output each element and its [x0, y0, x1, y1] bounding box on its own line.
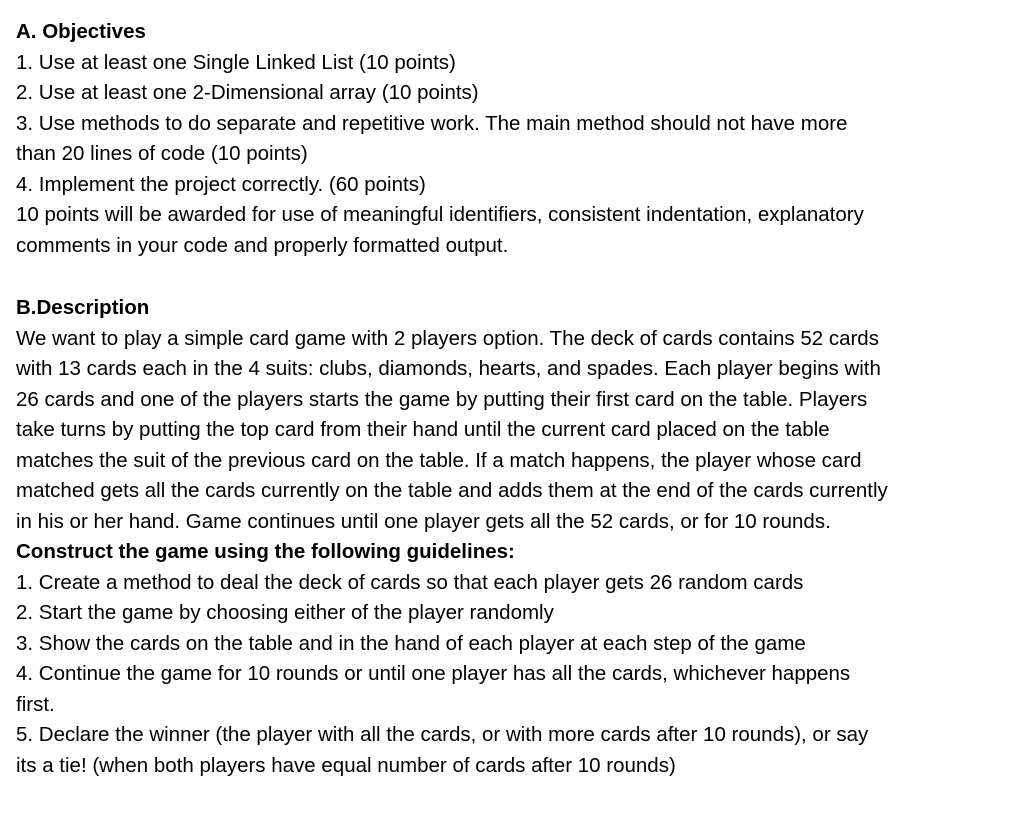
guideline-line-5: first. — [16, 692, 55, 716]
description-line-6: matched gets all the cards currently on the table and adds them at the end of the cards currently — [16, 479, 888, 502]
guideline-line-6: 5. Declare the winner (the player with all the cards, or with more cards after 10 rounds), or say — [16, 723, 869, 746]
objective-line-2: 2. Use at least one 2-Dimensional array (10 points) — [16, 81, 479, 104]
objective-line-6: 10 points will be awarded for use of meaningful identifiers, consistent indentation, explanatory — [16, 203, 864, 226]
description-line-1: We want to play a simple card game with 2 players option. The deck of cards contains 52 cards — [16, 326, 879, 350]
description-line-5: matches the suit of the previous card on the table. If a match happens, the player whose card — [16, 448, 862, 472]
guideline-line-1: 1. Create a method to deal the deck of cards so that each player gets 26 random cards — [16, 570, 804, 594]
document-body — [16, 17, 1010, 781]
objective-line-1: 1. Use at least one Single Linked List (10 points) — [16, 50, 456, 74]
section-spacer — [16, 261, 1010, 293]
section-b-heading: B.Description — [16, 296, 150, 319]
guideline-line-3: 3. Show the cards on the table and in the hand of each player at each step of the game — [16, 631, 806, 655]
objective-line-5: 4. Implement the project correctly. (60 points) — [16, 172, 426, 196]
guidelines-heading: Construct the game using the following guidelines: — [16, 540, 515, 563]
objective-line-3: 3. Use methods to do separate and repetitive work. The main method should not have more — [16, 111, 848, 135]
description-line-3: 26 cards and one of the players starts the game by putting their first card on the table. Players — [16, 387, 868, 411]
description-line-2: with 13 cards each in the 4 suits: clubs, diamonds, hearts, and spades. Each player begins with — [16, 357, 881, 380]
guideline-line-2: 2. Start the game by choosing either of the player randomly — [16, 601, 554, 624]
description-line-7: in his or her hand. Game continues until one player gets all the 52 cards, or for 10 rounds. — [16, 509, 831, 533]
section-a-heading: A. Objectives — [16, 20, 146, 43]
description-line-4: take turns by putting the top card from their hand until the current card placed on the table — [16, 418, 830, 441]
guideline-line-4: 4. Continue the game for 10 rounds or until one player has all the cards, whichever happens — [16, 662, 851, 685]
guideline-line-7: its a tie! (when both players have equal number of cards after 10 rounds) — [16, 753, 676, 777]
objective-line-7: comments in your code and properly formatted output. — [16, 233, 509, 257]
objective-line-4: than 20 lines of code (10 points) — [16, 142, 308, 165]
